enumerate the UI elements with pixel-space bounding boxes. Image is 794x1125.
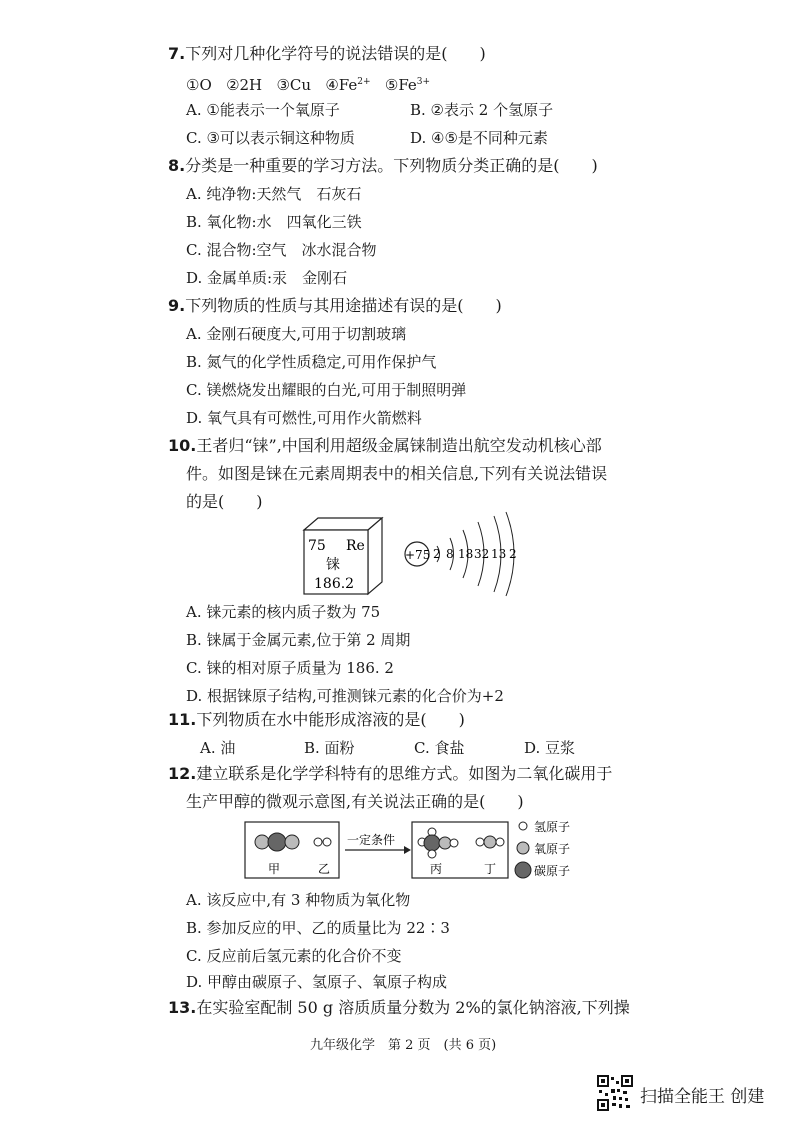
- oxygen-atom: [255, 835, 269, 849]
- question-number: 7.: [168, 44, 186, 63]
- option-c: C. 镁燃烧发出耀眼的白光,可用于制照明弹: [186, 381, 467, 399]
- hydrogen-atom: [428, 850, 436, 858]
- option-d: D. ④⑤是不同种元素: [410, 129, 548, 147]
- option-a: A. 金刚石硬度大,可用于切割玻璃: [186, 325, 407, 343]
- label-ding: 丁: [484, 862, 497, 876]
- option-b: B. 参加反应的甲、乙的质量比为 22∶3: [186, 919, 450, 937]
- carbon-atom: [268, 833, 286, 851]
- element-symbol: Re: [346, 538, 365, 554]
- question-text: 建立联系是化学学科特有的思维方式。如图为二氧化碳用于: [196, 764, 613, 783]
- symbol-2: ②2H: [226, 76, 263, 94]
- legend-carbon: 碳原子: [534, 864, 571, 878]
- question-10-stem-line-3: 的是( ): [186, 492, 263, 511]
- label-bing: 丙: [430, 862, 443, 876]
- question-text: 下列对几种化学符号的说法错误的是( ): [185, 44, 486, 63]
- symbol-4-charge: 2+: [357, 77, 371, 87]
- option-c: C. 食盐: [414, 739, 465, 757]
- question-text: 下列物质的性质与其用途描述有误的是( ): [185, 296, 502, 315]
- option-d: D. 豆浆: [524, 739, 576, 757]
- legend-carbon-icon: [515, 862, 531, 878]
- option-b: B. 氮气的化学性质稳定,可用作保护气: [186, 353, 437, 371]
- symbol-1: ①O: [186, 76, 212, 94]
- option-d: D. 氧气具有可燃性,可用作火箭燃料: [186, 409, 422, 427]
- page-footer: 九年级化学 第 2 页 (共 6 页): [310, 1038, 497, 1053]
- question-text: 王者归“铼”,中国利用超级金属铼制造出航空发动机核心部: [196, 436, 602, 455]
- question-number: 10.: [168, 436, 197, 455]
- scanner-watermark: 扫描全能王 创建: [640, 1087, 765, 1107]
- option-b: B. ②表示 2 个氢原子: [410, 101, 554, 119]
- hydrogen-atom: [314, 838, 322, 846]
- question-text: 在实验室配制 50 g 溶质质量分数为 2%的氯化钠溶液,下列操: [196, 998, 630, 1017]
- question-10-stem: [168, 436, 602, 456]
- question-7-stem: [168, 44, 486, 64]
- question-text: 下列物质在水中能形成溶液的是( ): [196, 710, 465, 729]
- symbol-3: ③Cu: [276, 76, 312, 94]
- atomic-structure-diagram: [400, 510, 530, 600]
- option-a: A. 铼元素的核内质子数为 75: [186, 603, 381, 621]
- oxygen-atom: [484, 836, 496, 848]
- arrow-head-icon: [404, 846, 411, 854]
- option-b: B. 氧化物:水 四氧化三铁: [186, 213, 362, 231]
- question-number: 13.: [168, 998, 197, 1017]
- question-text: 分类是一种重要的学习方法。下列物质分类正确的是( ): [185, 156, 598, 175]
- symbol-5: ⑤Fe: [384, 76, 417, 94]
- question-number: 11.: [168, 710, 197, 729]
- option-c: C. 混合物:空气 冰水混合物: [186, 241, 377, 259]
- shell-electrons: 8: [446, 547, 454, 561]
- symbol-4: ④Fe: [325, 76, 358, 94]
- option-a: A. 油: [200, 739, 236, 757]
- oxygen-atom: [285, 835, 299, 849]
- question-12-stem: [168, 764, 612, 784]
- reaction-condition: 一定条件: [347, 833, 396, 847]
- option-a: A. 该反应中,有 3 种物质为氧化物: [186, 891, 411, 909]
- question-10-stem-line-2: 件。如图是铼在元素周期表中的相关信息,下列有关说法错误: [186, 464, 608, 483]
- shell-electrons: 2: [509, 547, 517, 561]
- question-12-stem-line-2: 生产甲醇的微观示意图,有关说法正确的是( ): [186, 792, 524, 811]
- option-b: B. 面粉: [304, 739, 355, 757]
- element-name: 铼: [326, 557, 340, 573]
- hydrogen-atom: [476, 838, 484, 846]
- nucleus-charge: +75: [405, 548, 431, 562]
- option-b: B. 铼属于金属元素,位于第 2 周期: [186, 631, 411, 649]
- question-7-symbols: [186, 72, 430, 95]
- reaction-diagram: [244, 818, 584, 882]
- shell-electrons: 13: [491, 547, 507, 561]
- shell-electrons: 2: [433, 547, 441, 561]
- question-13-stem: [168, 998, 630, 1018]
- hydrogen-atom: [323, 838, 331, 846]
- hydrogen-atom: [496, 838, 504, 846]
- question-9-stem: [168, 296, 502, 316]
- option-a: A. ①能表示一个氧原子: [186, 101, 340, 119]
- option-c: C. 铼的相对原子质量为 186. 2: [186, 659, 394, 677]
- question-8-stem: [168, 156, 598, 176]
- option-c: C. 反应前后氢元素的化合价不变: [186, 947, 402, 965]
- question-number: 8.: [168, 156, 186, 175]
- option-c: C. ③可以表示铜这种物质: [186, 129, 355, 147]
- oxygen-atom: [439, 837, 451, 849]
- option-a: A. 纯净物:天然气 石灰石: [186, 185, 362, 203]
- legend-hydrogen-icon: [519, 822, 527, 830]
- hydrogen-atom: [450, 839, 458, 847]
- carbon-atom: [424, 835, 440, 851]
- label-jia: 甲: [268, 862, 281, 876]
- qr-code-icon: [597, 1075, 633, 1111]
- question-number: 12.: [168, 764, 197, 783]
- question-11-stem: [168, 710, 465, 730]
- legend-oxygen: 氧原子: [534, 842, 571, 856]
- shell-electrons: 32: [474, 547, 490, 561]
- symbol-5-charge: 3+: [416, 77, 431, 87]
- option-d: D. 根据铼原子结构,可推测铼元素的化合价为+2: [186, 687, 504, 705]
- element-card: [296, 516, 386, 596]
- label-yi: 乙: [318, 862, 331, 876]
- element-atomic-number: 75: [308, 538, 326, 554]
- legend-hydrogen: 氢原子: [534, 820, 571, 834]
- legend-oxygen-icon: [517, 842, 529, 854]
- question-number: 9.: [168, 296, 186, 315]
- shell-electrons: 18: [458, 547, 474, 561]
- option-d: D. 金属单质:汞 金刚石: [186, 269, 348, 287]
- element-mass: 186.2: [314, 576, 355, 592]
- option-d: D. 甲醇由碳原子、氢原子、氧原子构成: [186, 973, 448, 991]
